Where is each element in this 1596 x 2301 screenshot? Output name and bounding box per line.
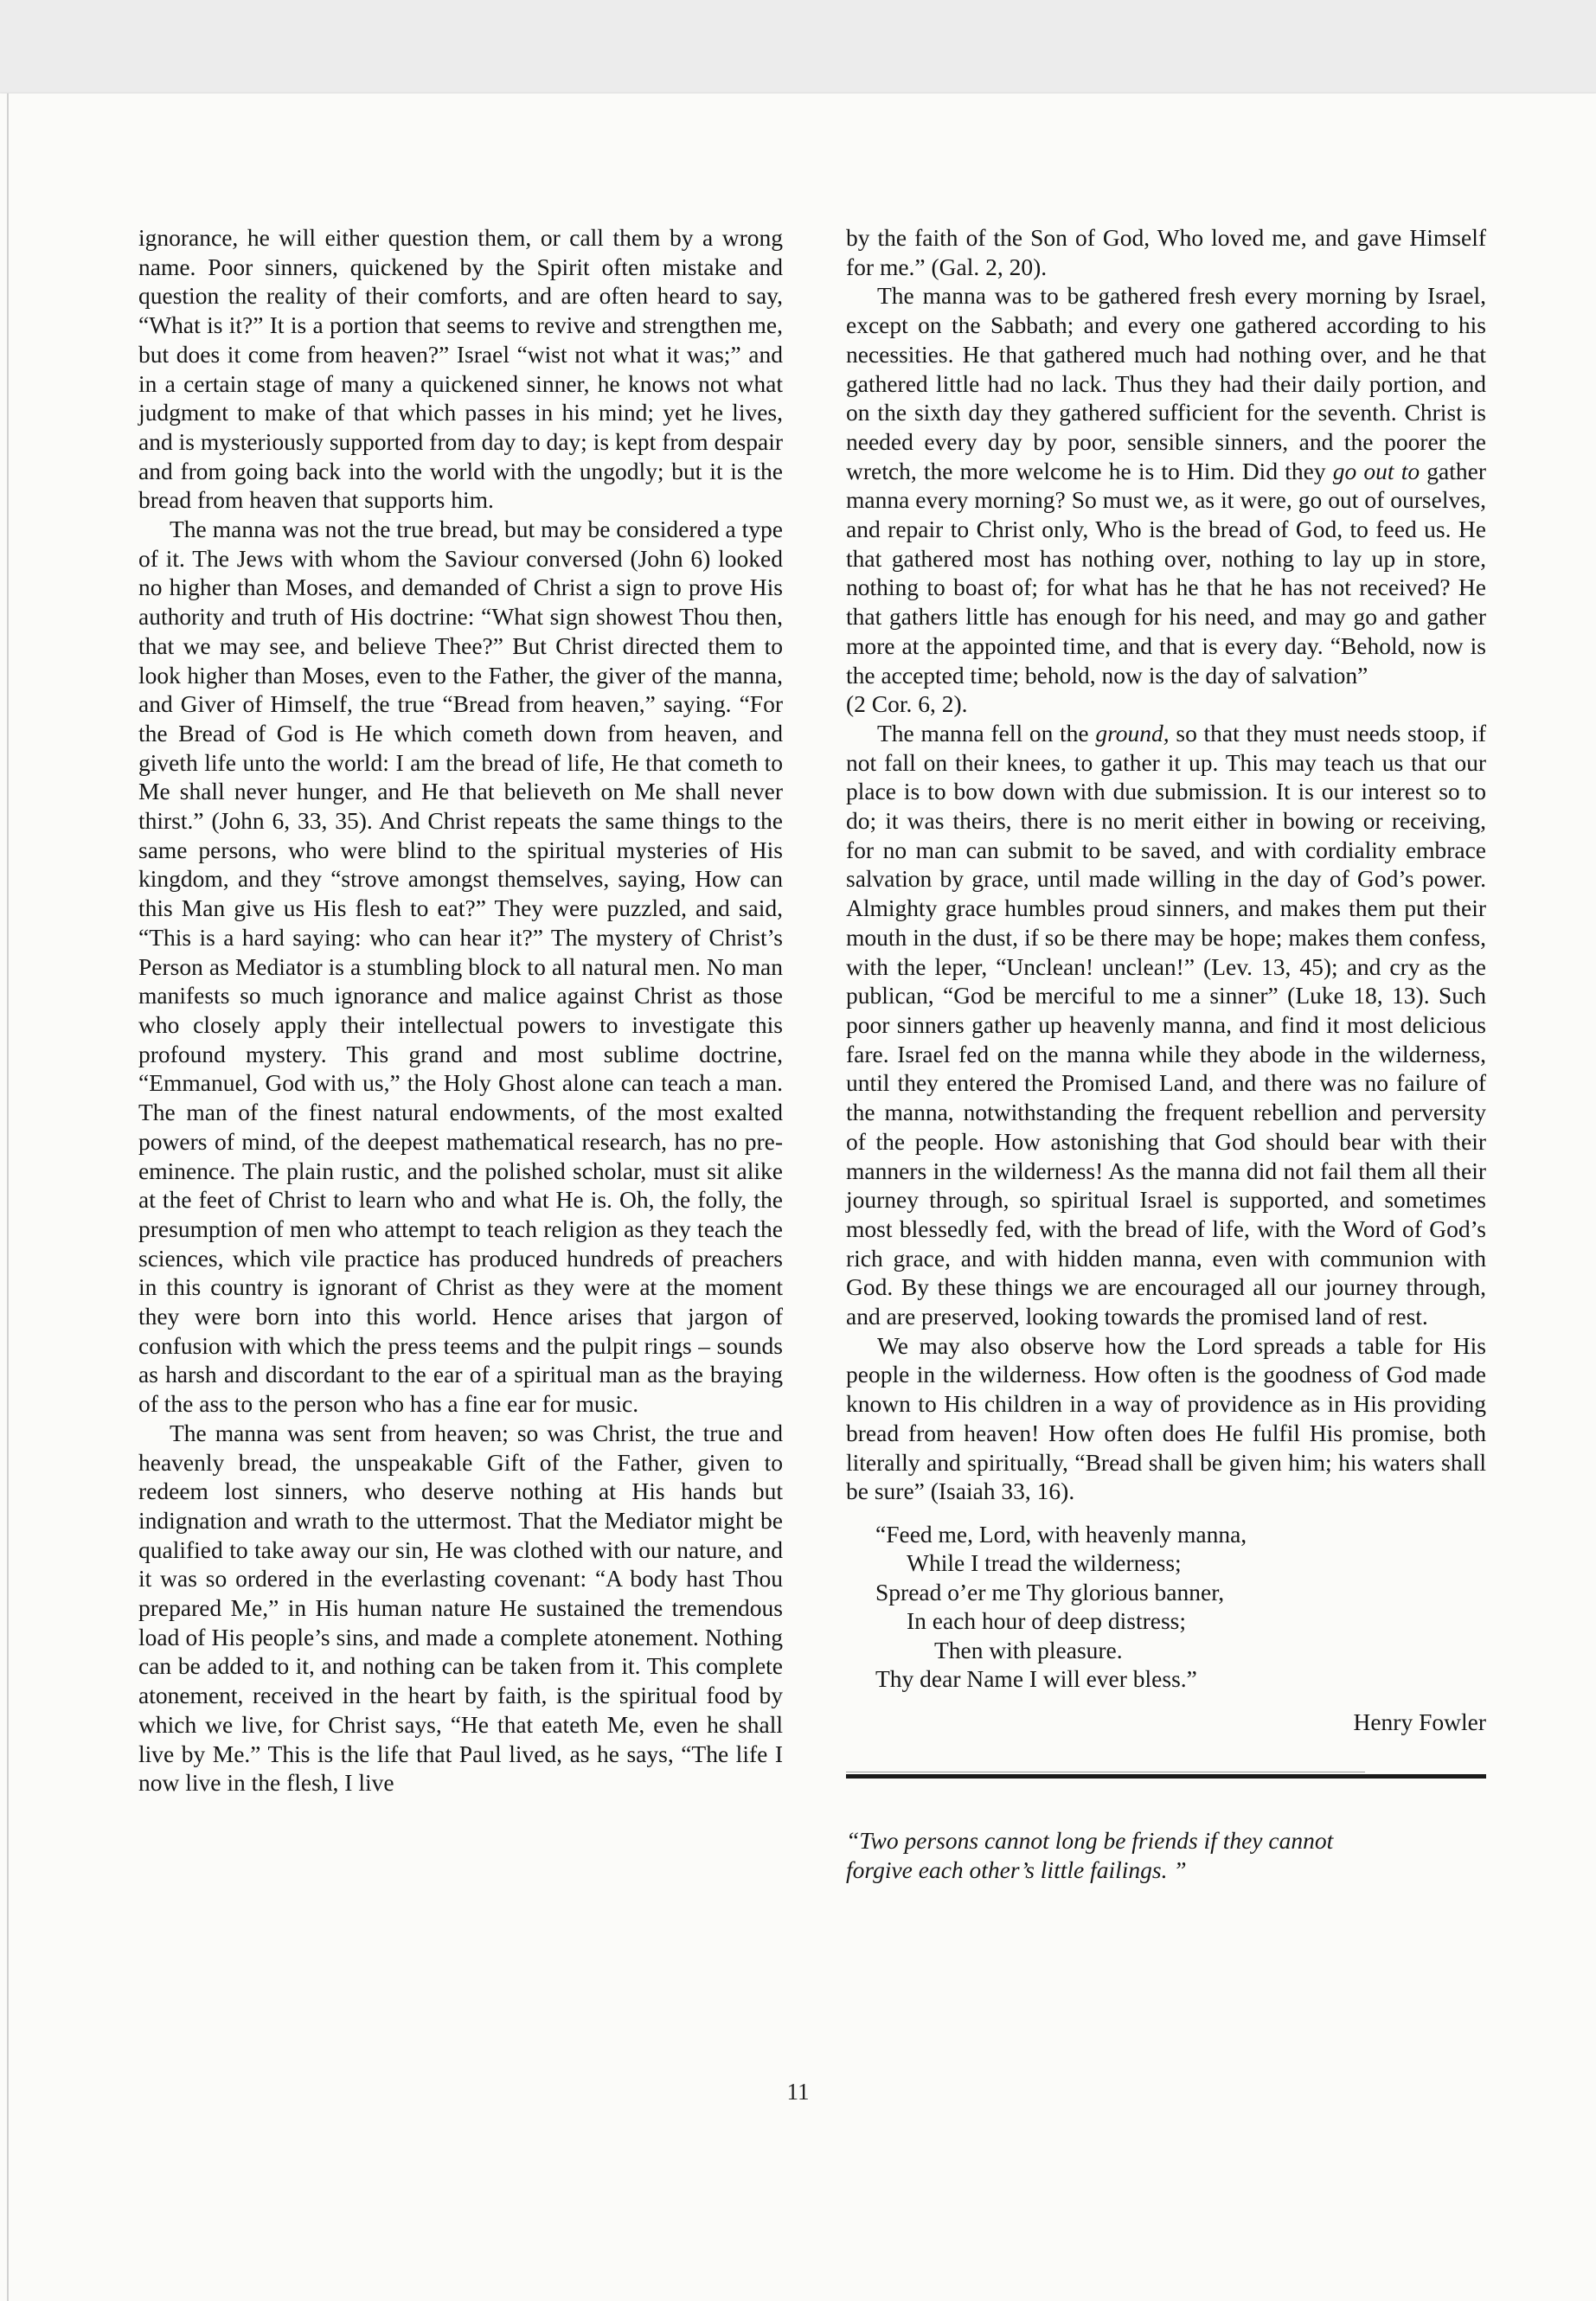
page-number: 11 xyxy=(786,2079,810,2105)
right-paragraph-4: We may also observe how the Lord spreads a table for His people in the wilderness. How often is the goodness of God made known to His children in a way of providence as in His providing bread from heaven! How often does He fulfil His promise, both literally and spiritually, “Bread shall be given him; his waters shall be sure” (Isaiah 33, 16). xyxy=(846,1331,1486,1505)
hymn-line-6: Thy dear Name I will ever bless.” xyxy=(875,1665,1197,1693)
right-paragraph-3 xyxy=(846,719,1486,1331)
hymn-line-4: In each hour of deep distress; xyxy=(907,1607,1187,1635)
hymn-author: Henry Fowler xyxy=(1353,1708,1486,1735)
right-paragraph-3-text-a: The manna fell on the xyxy=(877,719,1096,747)
closing-quote-line-2: forgive each other’s little failings. ” xyxy=(846,1856,1187,1883)
closing-quote xyxy=(846,1826,1486,1885)
page xyxy=(0,93,1596,2301)
left-paragraph-1: ignorance, he will either question them, or call them by a wrong name. Poor sinners, quickened by the Spirit often mistake and question the reality of their comforts, and are often heard to say, “What is it?” It is a portion that seems to revive and strengthen me, but does it come from heaven?” Israel “wist not what it was;” and in a certain stage of many a quickened sinner, he knows not what judgment to make of that which passes in his mind; yet he lives, and is mysteriously supported from day to day; is kept from despair and from going back into the world with the ungodly; but it is the bread from heaven that supports him. xyxy=(138,224,783,514)
hymn-verse xyxy=(846,1520,1486,1694)
right-paragraph-3-emphasis: ground, xyxy=(1095,719,1170,747)
divider-rule xyxy=(846,1774,1486,1779)
closing-quote-line-1: “Two persons cannot long be friends if they cannot xyxy=(846,1827,1334,1854)
right-paragraph-2-text-a: The manna was to be gathered fresh every morning by Israel, except on the Sabbath; and every one gathered according to his necessities. He that gathered much had nothing over, and he that gathered little had no lack. Thus they had their daily portion, and on the sixth day they gathered sufficient for the seventh. Christ is needed every day by poor, sensible sinners, and the poorer the wretch, the more welcome he is to Him. Did they xyxy=(846,282,1486,484)
right-paragraph-2-text-b: gather manna every morning? So must we, as it were, go out of ourselves, and repair to Christ only, Who is the bread of God, to feed us. He that gathered most has nothing over, nothing to lay up in store, nothing to boast of; for what has he that he has not received? He that gathers little has enough for his need, and may go and gather more at the appointed time, and that is every day. “Behold, now is the accepted time; behold, now is the day of salvation” xyxy=(846,457,1486,689)
right-paragraph-2-emphasis: go out to xyxy=(1332,457,1420,484)
right-paragraph-3-text-b: so that they must needs stoop, if not fall on their knees, to gather it up. This may teach us that our place is to bow down with due submission. It is our interest so to do; it was theirs, there is no merit either in bowing or receiving, for no man can submit to be saved, and with cordiality embrace salvation by grace, until made willing in the day of God’s power. Almighty grace humbles proud sinners, and makes them put their mouth in the dust, if so be there may be hope; makes them confess, with the leper, “Unclean! unclean!” (Lev. 13, 45); and cry as the publican, “God be merciful to me a sinner” (Luke 18, 13). Such poor sinners gather up heavenly manna, and find it most delicious fare. Israel fed on the manna while they abode in the wilderness, until they entered the Promised Land, and there was no failure of the manna, notwithstanding the frequent rebellion and perversity of the people. How astonishing that God should bear with their manners in the wilderness! As the manna did not fail them all their journey through, so spiritual Israel is supported, and sometimes most blessedly fed, with the bread of life, with the Word of God’s rich grace, and with hidden manna, even with communion with God. By these things we are encouraged all our journey through, and are preserved, looking towards the promised land of rest. xyxy=(846,719,1487,1330)
right-column xyxy=(846,223,1486,1737)
scripture-reference: (2 Cor. 6, 2). xyxy=(846,690,968,718)
hymn-line-1: “Feed me, Lord, with heavenly manna, xyxy=(875,1520,1247,1548)
left-paragraph-3: The manna was sent from heaven; so was Christ, the true and heavenly bread, the unspeakable Gift of the Father, given to redeem lost sinners, who deserve nothing at His hands but indignation and wrath to the uttermost. That the Mediator might be qualified to take away our sin, He was clothed with our nature, and it was so ordered in the everlasting covenant: “A body hast Thou prepared Me,” in His human nature He sustained the tremendous load of His people’s sins, and made a complete atonement. Nothing can be added to it, and nothing can be taken from it. This complete atonement, received in the heart by faith, is the spiritual food by which we live, for Christ says, “He that eateth Me, even he shall live by Me.” This is the life that Paul lived, as he says, “The life I now live in the flesh, I live xyxy=(138,1419,783,1797)
hymn-line-2: While I tread the wilderness; xyxy=(907,1549,1182,1577)
page-edge-line xyxy=(7,93,9,2301)
hymn-line-5: Then with pleasure. xyxy=(934,1636,1123,1663)
right-paragraph-1: by the faith of the Son of God, Who loved me, and gave Himself for me.” (Gal. 2, 20). xyxy=(846,224,1486,280)
left-column xyxy=(138,223,783,1798)
left-paragraph-2: The manna was not the true bread, but may be considered a type of it. The Jews with whom the Saviour conversed (John 6) looked no higher than Moses, and demanded of Christ a sign to prove His authority and truth of His doctrine: “What sign showest Thou then, that we may see, and believe Thee?” But Christ directed them to look higher than Moses, even to the Father, the giver of the manna, and Giver of Himself, the true “Bread from heaven,” saying. “For the Bread of God is He which cometh down from heaven, and giveth life unto the world: I am the bread of life, He that cometh to Me shall never hunger, and He that believeth on Me shall never thirst.” (John 6, 33, 35). And Christ repeats the same things to the same persons, who were blind to the spiritual mysteries of His kingdom, and they “strove amongst themselves, saying, How can this Man give us His flesh to eat?” They were puzzled, and said, “This is a hard saying: who can hear it?” The mystery of Christ’s Person as Mediator is a stumbling block to all natural men. No man manifests so much ignorance and malice against Christ as those who closely apply their intellectual powers to investigate this profound mystery. This grand and most sublime doctrine, “Emmanuel, God with us,” the Holy Ghost alone can teach a man. The man of the finest natural endowments, of the most exalted powers of mind, of the deepest mathematical research, has no pre-eminence. The plain rustic, and the polished scholar, must sit alike at the feet of Christ to learn who and what He is. Oh, the folly, the presumption of men who attempt to teach religion as they teach the sciences, which vile practice has produced hundreds of preachers in this country is ignorant of Christ as they were at the moment they were born into this world. Hence arises that jargon of confusion with which the press teems and the pulpit rings – sounds as harsh and discordant to the ear of a spiritual man as the braying of the ass to the person who has a fine ear for music. xyxy=(138,516,783,1418)
hymn-line-3: Spread o’er me Thy glorious banner, xyxy=(875,1578,1225,1606)
right-paragraph-2 xyxy=(846,281,1486,689)
